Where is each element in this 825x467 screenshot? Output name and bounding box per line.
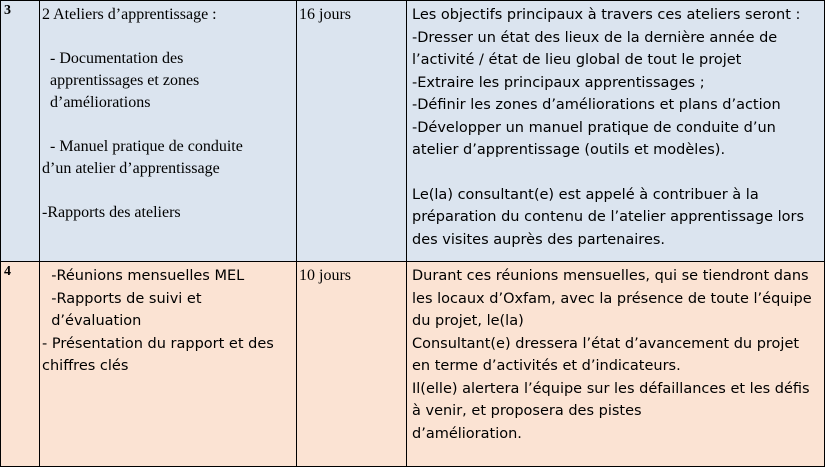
row-number: 4 [1, 262, 40, 467]
description-cell [407, 1, 825, 262]
description-line: Durant ces réunions mensuelles, qui se tiendront dans [412, 268, 809, 284]
deliverable-line: - Présentation du rapport et des [42, 335, 274, 352]
row-number: 3 [1, 1, 40, 262]
description-line: l’activité / état de lieu global de tout le projet [412, 52, 742, 68]
deliverables-title: 2 Ateliers d’apprentissage : [42, 6, 217, 23]
deliverable-line: - Documentation des [42, 50, 184, 67]
table-row [1, 262, 825, 467]
description-line: -Extraire les principaux apprentissages ; [412, 74, 705, 91]
description-line: d’amélioration. [412, 425, 522, 442]
description-line: des visites auprès des partenaires. [412, 231, 666, 248]
description-line: les locaux d’Oxfam, avec la présence de toute l’équipe [412, 290, 812, 307]
description-line: -Développer un manuel pratique de conduite d’un [412, 119, 776, 136]
description-line: Le(la) consultant(e) est appelé à contribuer à la [412, 186, 759, 203]
deliverables-cell [40, 262, 297, 467]
table-row [1, 1, 825, 262]
duration-cell: 10 jours [297, 262, 407, 467]
deliverable-line: -Rapports de suivi et [42, 290, 202, 307]
description-line: Consultant(e) dressera l’état d’avancement du projet [412, 335, 800, 352]
deliverable-line: -Rapports des ateliers [42, 204, 181, 221]
deliverable-line: d’évaluation [42, 313, 142, 329]
description-line: préparation du contenu de l’atelier apprentissage lors [412, 209, 805, 225]
description-line: en terme d’activités et d’indicateurs. [412, 358, 681, 374]
description-line: à venir, et proposera des pistes [412, 403, 642, 419]
duration-cell: 16 jours [297, 1, 407, 262]
description-line: Il(elle) alertera l’équipe sur les défaillances et les défis [412, 380, 810, 397]
deliverable-line: d’un atelier d’apprentissage [42, 160, 220, 177]
deliverable-line: apprentissages et zones [42, 72, 200, 89]
description-line: -Dresser un état des lieux de la dernière année de [412, 29, 778, 46]
description-line: du projet, le(la) [412, 313, 524, 329]
deliverables-cell [40, 1, 297, 262]
description-line: Les objectifs principaux à travers ces ateliers seront : [412, 7, 801, 23]
deliverable-line: - Manuel pratique de conduite [42, 138, 243, 155]
description-cell [407, 262, 825, 467]
description-line: atelier d’apprentissage (outils et modèles). [412, 142, 726, 158]
deliverable-line: d’améliorations [42, 94, 151, 111]
deliverable-line: chiffres clés [42, 358, 129, 374]
deliverable-line: -Réunions mensuelles MEL [42, 268, 245, 284]
description-line: -Définir les zones d’améliorations et plans d’action [412, 97, 781, 113]
